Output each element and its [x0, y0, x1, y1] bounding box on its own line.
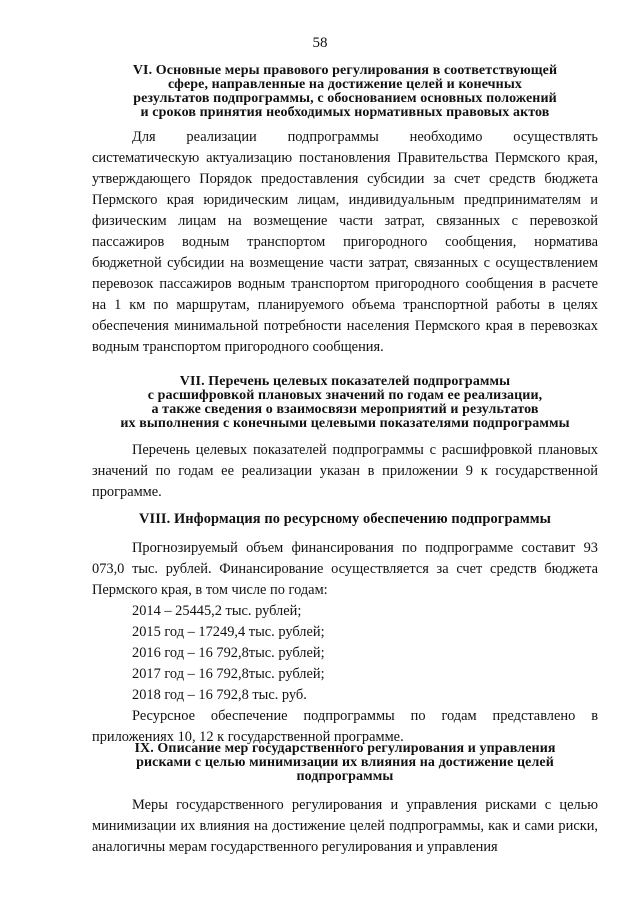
heading-line: VIII. Информация по ресурсному обеспечению подпрограммы [139, 511, 551, 527]
section-7-paragraph: Перечень целевых показателей подпрограммы с расшифровкой плановых значений по годам ее реализации указан в приложении 9 к государственной программе. [92, 442, 598, 500]
heading-line: VII. Перечень целевых показателей подпрограммы [179, 374, 511, 389]
section-8-heading [92, 512, 598, 526]
heading-line: с расшифровкой плановых значений по годам ее реализации, [147, 388, 543, 403]
section-6-body [92, 127, 598, 358]
funding-year-item: 2015 год – 17249,4 тыс. рублей; [132, 624, 325, 640]
heading-line: сфере, направленные на достижение целей и конечных [168, 77, 522, 92]
heading-line: подпрограммы [296, 769, 394, 784]
heading-line: и сроков принятия необходимых нормативных правовых актов [140, 105, 550, 120]
section-8-paragraph: Прогнозируемый объем финансирования по подпрограмме составит 93 073,0 тыс. рублей. Финансирование осуществляется за счет средств бюджета Пермского края, в том числе по годам: [92, 540, 598, 598]
heading-line: рисками с целью минимизации их влияния на достижение целей [136, 755, 554, 770]
funding-year-item: 2014 – 25445,2 тыс. рублей; [132, 603, 302, 619]
section-8 [92, 512, 598, 526]
section-8-paragraph-2: Ресурсное обеспечение подпрограммы по годам представлено в приложениях 10, 12 к государственной программе. [92, 708, 598, 745]
section-7 [92, 375, 598, 431]
section-9-paragraph: Меры государственного регулирования и управления рисками с целью минимизации их влияния на достижение целей подпрограммы, как и сами риски, аналогичны мерам государственного регулирования и управления [92, 797, 598, 855]
page-number: 58 [312, 35, 328, 51]
section-6-paragraph: Для реализации подпрограммы необходимо осуществлять систематическую актуализацию постановления Правительства Пермского края, утверждающего Порядок предоставления субсидии за счет средств бюджета Пермского края юридическим лицам, индивидуальным предпринимателям и физическим лицам на возмещение части затрат, связанных с перевозкой пассажиров водным транспортом пригородного сообщения, норматива бюджетной субсидии на возмещение части затрат, связанных с осуществлением перевозок пассажиров водным транспортом пригородного сообщения в расчете на 1 км по маршрутам, планируемого объема транспортной работы в целях обеспечения минимальной потребности населения Пермского края в перевозках водным транспортом пригородного сообщения. [92, 129, 598, 355]
heading-line: их выполнения с конечными целевыми показателями подпрограммы [120, 416, 570, 431]
funding-year-item: 2016 год – 16 792,8тыс. рублей; [132, 645, 325, 661]
section-7-heading [92, 375, 598, 431]
heading-line: результатов подпрограммы, с обоснованием основных положений [133, 91, 557, 106]
section-9-heading [92, 742, 598, 784]
section-9 [92, 742, 598, 784]
funding-year-item: 2018 год – 16 792,8 тыс. руб. [132, 687, 307, 703]
section-6 [92, 64, 598, 120]
section-6-heading [92, 64, 598, 120]
heading-line: VI. Основные меры правового регулирования в соответствующей [132, 63, 558, 78]
funding-year-item: 2017 год – 16 792,8тыс. рублей; [132, 666, 325, 682]
funding-by-year-list [92, 601, 598, 706]
section-9-body [92, 795, 598, 858]
heading-line: а также сведения о взаимосвязи мероприятий и результатов [151, 402, 539, 417]
heading-line: IX. Описание мер государственного регулирования и управления [134, 741, 556, 756]
section-8-body [92, 538, 598, 748]
section-7-body [92, 440, 598, 503]
